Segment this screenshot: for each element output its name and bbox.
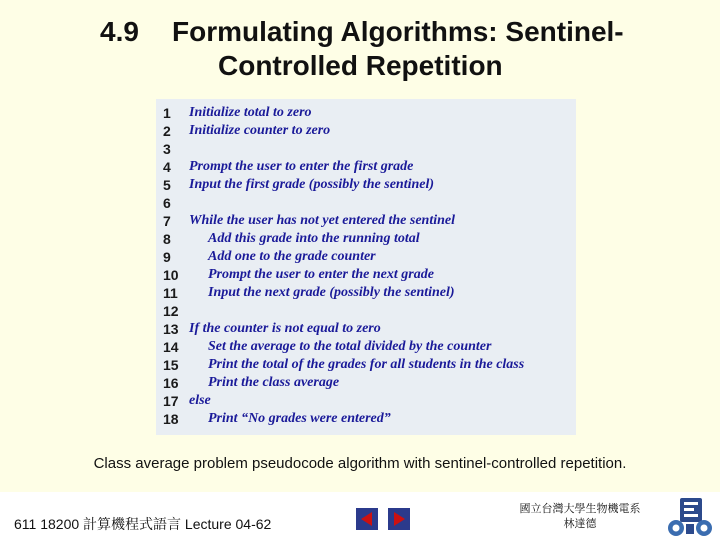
- pseudocode-text: Prompt the user to enter the first grade: [189, 159, 414, 174]
- line-number: 8: [163, 231, 171, 247]
- line-number: 17: [163, 393, 179, 409]
- pseudocode-text: Print the class average: [208, 375, 340, 390]
- pseudocode-text: Set the average to the total divided by the counter: [208, 339, 492, 354]
- pseudocode-text: else: [189, 393, 211, 408]
- pseudocode-text: While the user has not yet entered the sentinel: [189, 213, 456, 228]
- line-number: 10: [163, 267, 179, 283]
- line-number: 14: [163, 339, 179, 355]
- line-number: 12: [163, 303, 179, 319]
- line-number: 13: [163, 321, 179, 337]
- previous-slide-button[interactable]: [356, 508, 378, 530]
- line-number: 15: [163, 357, 179, 373]
- line-number: 6: [163, 195, 171, 211]
- pseudocode-box: [156, 99, 576, 435]
- line-number: 3: [163, 141, 171, 157]
- line-number: 2: [163, 123, 171, 139]
- course-lecture-label: 611 18200 計算機程式語言 Lecture 04-62: [14, 516, 272, 532]
- slide-title-line2: Controlled Repetition: [218, 50, 503, 81]
- triangle-right-icon: [388, 508, 410, 530]
- pseudocode-text: Add one to the grade counter: [208, 249, 376, 264]
- line-number: 4: [163, 159, 171, 175]
- line-number: 7: [163, 213, 171, 229]
- line-number: 16: [163, 375, 179, 391]
- next-slide-button[interactable]: [388, 508, 410, 530]
- line-number: 1: [163, 105, 171, 121]
- pseudocode-text: Input the next grade (possibly the sentinel): [208, 285, 455, 300]
- slide-title-line1: Formulating Algorithms: Sentinel-: [172, 16, 624, 47]
- pseudocode-text: Initialize counter to zero: [189, 123, 331, 138]
- line-number: 11: [163, 285, 178, 301]
- pseudocode-text: Print the total of the grades for all students in the class: [208, 357, 525, 372]
- author-name: 林達德: [563, 518, 597, 530]
- line-number: 18: [163, 411, 179, 427]
- pseudocode-text: Initialize total to zero: [189, 105, 312, 120]
- triangle-left-icon: [356, 508, 378, 530]
- pseudocode-text: Add this grade into the running total: [208, 231, 420, 246]
- section-number: 4.9: [100, 16, 139, 47]
- footer: [0, 492, 720, 540]
- department-logo: [666, 496, 716, 538]
- line-number: 5: [163, 177, 171, 193]
- pseudocode-text: Input the first grade (possibly the sentinel): [189, 177, 435, 192]
- pseudocode-text: If the counter is not equal to zero: [189, 321, 381, 336]
- pseudocode-text: Print “No grades were entered”: [208, 411, 391, 426]
- pseudocode-text: Prompt the user to enter the next grade: [208, 267, 434, 282]
- line-number: 9: [163, 249, 171, 265]
- figure-caption: Class average problem pseudocode algorithm with sentinel-controlled repetition.: [93, 455, 627, 472]
- department-label: [510, 502, 650, 532]
- department-name: 國立台灣大學生物機電系: [519, 503, 641, 515]
